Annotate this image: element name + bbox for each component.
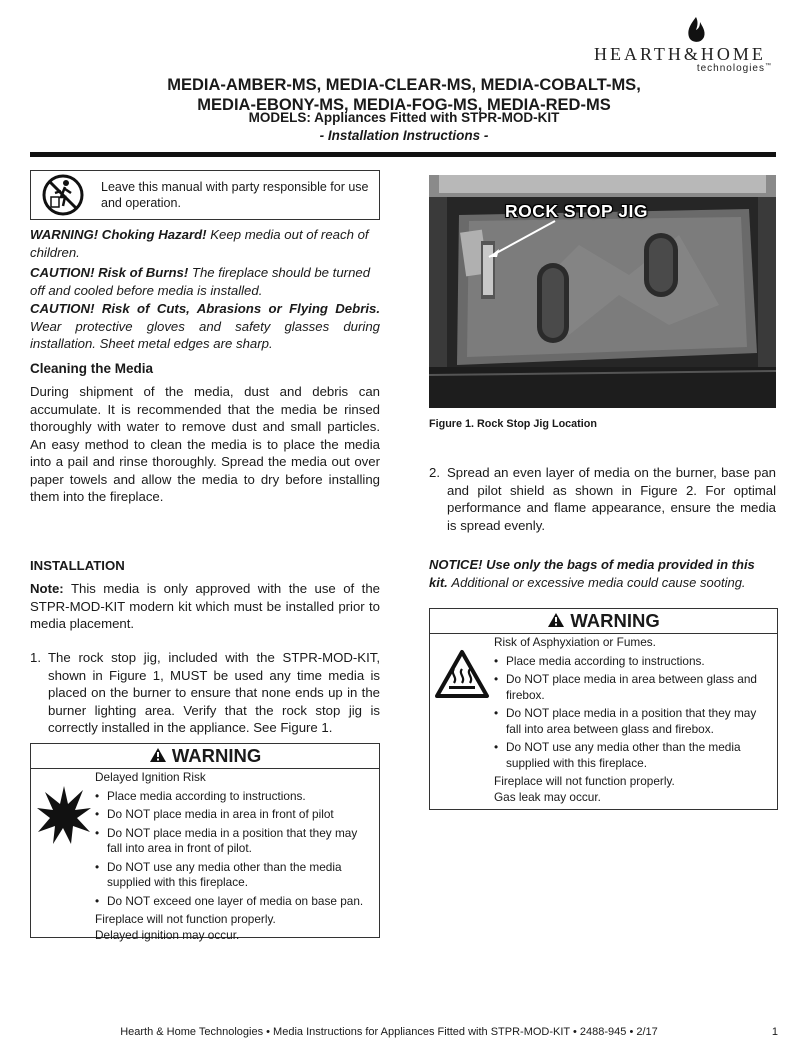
flame-icon: [684, 16, 708, 46]
brand-subtitle: technologies™: [696, 63, 772, 74]
warning-header: WARNING: [430, 609, 777, 634]
explosion-icon: [35, 784, 93, 846]
list-item: • Place media according to instructions.: [494, 654, 771, 670]
list-item: • Do NOT use any media other than the media supplied with this fireplace.: [494, 740, 771, 771]
figure-1-caption: Figure 1. Rock Stop Jig Location: [429, 418, 597, 430]
warning-foot: Delayed ignition may occur.: [95, 927, 240, 942]
choking-warning: WARNING! Choking Hazard! Keep media out of reach of children.: [30, 227, 369, 260]
burn-caution: CAUTION! Risk of Burns! The fireplace should be turned off and cooled before media is installed.: [30, 265, 371, 298]
installation-heading: INSTALLATION: [30, 558, 125, 573]
cleaning-text: During shipment of the media, dust and debris can accumulate. It is recommended that the media be rinsed thoroughly with water to remove dust and small particles. An easy method to clean the media is to place the media into a pail and rinse thoroughly. Spread the media out over paper towels and allow the media to dry before installing them into the fireplace.: [30, 384, 380, 504]
list-item: • Do NOT exceed one layer of media on base pan.: [95, 894, 373, 910]
warning-lead: Risk of Asphyxiation or Fumes.: [494, 635, 656, 649]
warning-list: [494, 654, 771, 772]
models-line: MODELS: Appliances Fitted with STPR-MOD-KIT: [248, 110, 560, 125]
brand-name: HEARTH&HOME: [594, 44, 766, 64]
doc-subtitle: - Installation Instructions -: [319, 128, 489, 143]
step-1: 1. The rock stop jig, included with the STPR-MOD-KIT, shown in Figure 1, MUST be used any time media is placed on the burner to ensure that none ends up in the burner lighting area. Verify that the rock stop jig is correctly installed in the appliance. See Figure 1.: [30, 650, 380, 735]
manual-notice-box: [30, 170, 380, 220]
footer-text: Hearth & Home Technologies • Media Instructions for Appliances Fitted with STPR-MOD-KIT • 2488-945 • 2/17: [120, 1026, 658, 1038]
list-item: • Do NOT place media in a position that they may fall into area between glass and firebox.: [494, 706, 771, 737]
warning-list: [95, 789, 373, 910]
warning-foot: Gas leak may occur.: [494, 789, 601, 804]
warning-triangle-icon: [149, 747, 167, 763]
warning-lead: Delayed Ignition Risk: [95, 770, 206, 784]
figure-1-photo: [429, 175, 776, 408]
step-2: 2. Spread an even layer of media on the burner, base pan and pilot shield as shown in Figure 2. For optimal performance and flame appearance, ensure the media is spread evenly.: [429, 465, 776, 533]
list-item: • Place media according to instructions.: [95, 789, 373, 805]
list-item: • Do NOT place media in area between glass and firebox.: [494, 672, 771, 703]
installation-note: Note: This media is only approved with the use of the STPR-MOD-KIT modern kit which must be installed prior to media placement.: [30, 581, 380, 631]
page-number: 1: [771, 1026, 778, 1038]
hot-surface-icon: [434, 649, 490, 699]
rock-stop-jig-label: ROCK STOP JIG: [505, 201, 648, 221]
warning-box-asphyxiation: [429, 608, 778, 810]
warning-foot: Fireplace will not function properly.: [494, 774, 675, 788]
no-litter-icon: [39, 173, 87, 217]
manual-notice-text: Leave this manual with party responsible for use and operation.: [101, 180, 369, 210]
media-notice: NOTICE! Use only the bags of media provided in this kit. Additional or excessive media could cause sooting.: [429, 557, 755, 590]
cuts-caution: CAUTION! Risk of Cuts, Abrasions or Flying Debris. Wear protective gloves and safety glasses during installation. Sheet metal edges are sharp.: [30, 301, 380, 351]
brand-logo: [588, 16, 778, 72]
cleaning-heading: Cleaning the Media: [30, 361, 154, 376]
warning-header: WARNING: [31, 744, 379, 769]
page-title: MEDIA-AMBER-MS, MEDIA-CLEAR-MS, MEDIA-COBALT-MS, MEDIA-EBONY-MS, MEDIA-FOG-MS, MEDIA-RED-MS: [167, 76, 641, 114]
list-item: • Do NOT place media in a position that they may fall into area in front of pilot.: [95, 826, 373, 857]
warning-box-ignition: [30, 743, 380, 942]
warning-foot: Fireplace will not function properly.: [95, 912, 276, 926]
warning-triangle-icon: [547, 612, 565, 628]
list-item: • Do NOT use any media other than the media supplied with this fireplace.: [95, 860, 373, 891]
header-rule: [30, 152, 776, 157]
list-item: • Do NOT place media in area in front of pilot: [95, 807, 373, 823]
